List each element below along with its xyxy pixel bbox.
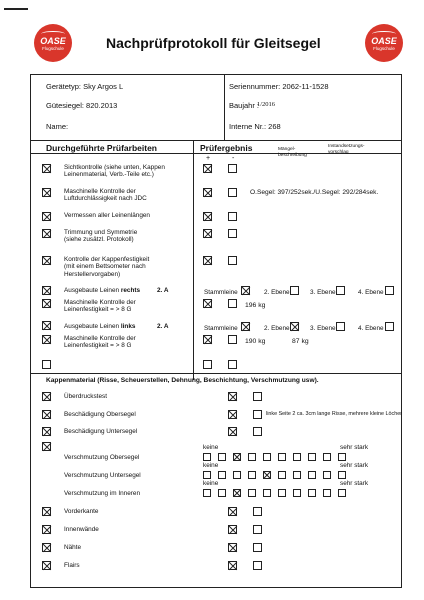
ebene3-links-label: 3. Ebene [310, 325, 336, 332]
kappen-item-0-checkbox[interactable] [42, 392, 51, 401]
verschmutzung-1-label: Verschmutzung Untersegel [64, 472, 141, 479]
header-minus: - [232, 155, 235, 162]
verschmutzung-0-scale-box-6[interactable] [293, 453, 301, 461]
kappen-item-1-plus[interactable] [228, 410, 237, 419]
part-2-plus[interactable] [228, 543, 237, 552]
row-2-checkbox[interactable] [42, 212, 51, 221]
verschmutzung-2-scale-box-5[interactable] [278, 489, 286, 497]
leinen-rechts-value: 196 kg [245, 302, 266, 309]
leinen-links-minus[interactable] [228, 335, 237, 344]
row-1-note: O.Segel: 397/252sek./U.Segel: 292/284sek. [250, 189, 379, 196]
verschmutzung-2-scale-box-1[interactable] [218, 489, 226, 497]
verschmutzung-1-scale-box-4[interactable] [263, 471, 271, 479]
ebene2-links-checkbox[interactable] [290, 322, 299, 331]
kappen-item-2-label: Beschädigung Untersegel [64, 428, 138, 435]
ebene2-links-label: 2. Ebene [264, 325, 290, 332]
kappen-item-0-plus[interactable] [228, 392, 237, 401]
verschmutzung-0-scale-box-0[interactable] [203, 453, 211, 461]
row-0-minus[interactable] [228, 164, 237, 173]
verschmutzung-1-scale-box-8[interactable] [323, 471, 331, 479]
verschmutzung-1-scale-box-2[interactable] [233, 471, 241, 479]
row-0-plus[interactable] [203, 164, 212, 173]
verschmutzung-0-scale-box-9[interactable] [338, 453, 346, 461]
row-0-checkbox[interactable] [42, 164, 51, 173]
row-4-minus[interactable] [228, 256, 237, 265]
verschmutzung-2-scale-box-8[interactable] [323, 489, 331, 497]
leinen-links-ebene: 2. A [157, 323, 169, 330]
verschmutzung-0-keine: keine [203, 444, 219, 451]
part-0-label: Vorderkante [64, 508, 99, 515]
verschmutzung-2-scale-box-0[interactable] [203, 489, 211, 497]
part-2-label: Nähte [64, 544, 82, 551]
verschmutzung-2-scale-box-2[interactable] [233, 489, 241, 497]
leinen-rechts-sub-checkbox[interactable] [42, 299, 51, 308]
verschmutzung-1-scale-box-9[interactable] [338, 471, 346, 479]
ebene4-links-checkbox[interactable] [385, 322, 394, 331]
part-3-plus[interactable] [228, 561, 237, 570]
baujahr-value: 1/2016 [257, 101, 276, 108]
row-2-label: Vermessen aller Leinenlängen [64, 212, 150, 219]
oase-logo-left: OASE Flugschule [34, 24, 72, 62]
verschmutzung-0-scale-box-4[interactable] [263, 453, 271, 461]
kappen-heading: Kappenmaterial (Risse, Scheuerstellen, Dehnung, Beschichtung, Verschmutzung usw). [46, 377, 319, 384]
part-3-minus[interactable] [253, 561, 262, 570]
header-maengel: Mängel- beschreibung [278, 147, 307, 158]
part-0-plus[interactable] [228, 507, 237, 516]
ebene4-rechts-checkbox[interactable] [385, 286, 394, 295]
row-2-plus[interactable] [203, 212, 212, 221]
verschmutzung-2-scale-box-6[interactable] [293, 489, 301, 497]
part-0-minus[interactable] [253, 507, 262, 516]
ebene3-rechts-checkbox[interactable] [336, 286, 345, 295]
row-3-minus[interactable] [228, 229, 237, 238]
verschmutzung-1-keine: keine [203, 462, 219, 469]
leinen-rechts-sub-label: Maschinelle Kontrolle der Leinenfestigkeit = > 8 G [64, 299, 136, 314]
leinen-rechts-label: Ausgebaute Leinen rechts [64, 287, 141, 294]
part-2-minus[interactable] [253, 543, 262, 552]
name-label: Name: [46, 122, 69, 131]
row-1-minus[interactable] [228, 188, 237, 197]
ebene3-rechts-label: 3. Ebene [310, 289, 336, 296]
row-3-checkbox[interactable] [42, 229, 51, 238]
kappen-item-1-checkbox[interactable] [42, 410, 51, 419]
ebene2-rechts-label: 2. Ebene [264, 289, 290, 296]
verschmutzung-1-scale-box-3[interactable] [248, 471, 256, 479]
row-1-plus[interactable] [203, 188, 212, 197]
oase-logo-right: OASE Flugschule [365, 24, 403, 62]
leinen-links-checkbox[interactable] [42, 321, 51, 330]
stammleine-links-label: Stammleine [204, 325, 238, 332]
row-1-label: Maschinelle Kontrolle der Luftdurchlässigkeit nach JDC [64, 188, 147, 203]
main-table-frame [30, 140, 402, 588]
kappen-item-2-minus[interactable] [253, 427, 262, 436]
verschmutzung-0-scale-box-1[interactable] [218, 453, 226, 461]
verschmutzung-0-label: Verschmutzung Obersegel [64, 454, 140, 461]
guetesiegel: Gütesiegel: 820.2013 [46, 101, 118, 110]
part-2-checkbox[interactable] [42, 543, 51, 552]
empty-row-checkbox[interactable] [42, 360, 51, 369]
row-4-label: Kontrolle der Kappenfestigkeit (mit einem Bettsometer nach Herstellervorgaben) [64, 256, 150, 278]
verschmutzung-2-label: Verschmutzung im Inneren [64, 490, 141, 497]
leinen-links-label: Ausgebaute Leinen links [64, 323, 136, 330]
leinen-links-sub-checkbox[interactable] [42, 335, 51, 344]
seriennummer: Seriennummer: 2062-11-1528 [229, 82, 329, 91]
ebene3-links-checkbox[interactable] [336, 322, 345, 331]
kappen-item-0-label: Überdruckstest [64, 393, 107, 400]
verschmutzung-2-sehr-stark: sehr stark [340, 480, 369, 487]
geraetetyp: Gerätetyp: Sky Argos L [46, 82, 124, 91]
leinen-links-plus[interactable] [203, 335, 212, 344]
row-1-checkbox[interactable] [42, 188, 51, 197]
verschmutzung-1-scale-box-0[interactable] [203, 471, 211, 479]
stammleine-rechts-label: Stammleine [204, 289, 238, 296]
row-4-checkbox[interactable] [42, 256, 51, 265]
kappen-item-1-note: linke Seite 2 ca. 3cm lange Risse, mehrere kleine Löcher [266, 411, 403, 417]
row-4-plus[interactable] [203, 256, 212, 265]
leinen-links-value: 190 kg [245, 338, 266, 345]
verschmutzung-1-sehr-stark: sehr stark [340, 462, 369, 469]
empty-row-minus[interactable] [228, 360, 237, 369]
header-vorschlag: Instandsetzungs- vorschlag [328, 144, 365, 155]
leinen-links-sub-label: Maschinelle Kontrolle der Leinenfestigkeit = > 8 G [64, 335, 136, 350]
verschmutzung-2-keine: keine [203, 480, 219, 487]
verschmutzung-0-scale-box-5[interactable] [278, 453, 286, 461]
verschmutzung-0-scale-box-8[interactable] [323, 453, 331, 461]
baujahr-label: Baujahr : [229, 101, 260, 110]
verschmutzung-0-sehr-stark: sehr stark [340, 444, 369, 451]
ebene2-rechts-checkbox[interactable] [290, 286, 299, 295]
verschmutzung-2-scale-box-9[interactable] [338, 489, 346, 497]
verschmutzung-1-scale-box-6[interactable] [293, 471, 301, 479]
kappen-item-2-plus[interactable] [228, 427, 237, 436]
row-0-label: Sichtkontrolle (siehe unten, Kappen Leinenmaterial, Verb.-Teile etc.) [64, 164, 165, 179]
verschmutzung-1-scale-box-7[interactable] [308, 471, 316, 479]
kappen-item-1-label: Beschädigung Obersegel [64, 411, 136, 418]
page-title: Nachprüfprotokoll für Gleitsegel [106, 35, 321, 51]
leinen-rechts-minus[interactable] [228, 299, 237, 308]
leinen-rechts-plus[interactable] [203, 299, 212, 308]
kappen-top-divider [30, 373, 402, 374]
ebene4-links-label: 4. Ebene [358, 325, 384, 332]
leinen-links-value2: 87 kg [292, 338, 309, 345]
header-arbeiten: Durchgeführte Prüfarbeiten [46, 143, 157, 153]
kappen-item-1-minus[interactable] [253, 410, 262, 419]
kappen-item-0-minus[interactable] [253, 392, 262, 401]
header-ergebnis: Prüfergebnis [200, 143, 253, 153]
empty-row-plus[interactable] [203, 360, 212, 369]
verschmutzung-2-scale-box-7[interactable] [308, 489, 316, 497]
header-plus: + [206, 155, 211, 162]
part-1-checkbox[interactable] [42, 525, 51, 534]
verschmutzung-0-scale-box-3[interactable] [248, 453, 256, 461]
part-3-label: Flairs [64, 562, 80, 569]
leinen-rechts-checkbox[interactable] [42, 286, 51, 295]
row-3-plus[interactable] [203, 229, 212, 238]
row-2-minus[interactable] [228, 212, 237, 221]
part-3-checkbox[interactable] [42, 561, 51, 570]
stammleine-links-checkbox[interactable] [241, 322, 250, 331]
interne-nr: Interne Nr.: 268 [229, 122, 281, 131]
stammleine-rechts-checkbox[interactable] [241, 286, 250, 295]
verschmutzung-1-scale-box-1[interactable] [218, 471, 226, 479]
verschmutzung-0-scale-box-7[interactable] [308, 453, 316, 461]
part-1-label: Innenwände [64, 526, 99, 533]
verschmutzung-1-scale-box-5[interactable] [278, 471, 286, 479]
verschmutzung-2-scale-box-4[interactable] [263, 489, 271, 497]
leinen-rechts-ebene: 2. A [157, 287, 169, 294]
ebene4-rechts-label: 4. Ebene [358, 289, 384, 296]
verschmutzung-2-scale-box-3[interactable] [248, 489, 256, 497]
scan-mark [4, 8, 28, 10]
kappen-item-2-checkbox[interactable] [42, 427, 51, 436]
part-1-plus[interactable] [228, 525, 237, 534]
part-0-checkbox[interactable] [42, 507, 51, 516]
verschmutzung-checkbox[interactable] [42, 442, 51, 451]
part-1-minus[interactable] [253, 525, 262, 534]
verschmutzung-0-scale-box-2[interactable] [233, 453, 241, 461]
row-3-label: Trimmung und Symmetrie (siehe zusätzl. Protokoll) [64, 229, 138, 244]
